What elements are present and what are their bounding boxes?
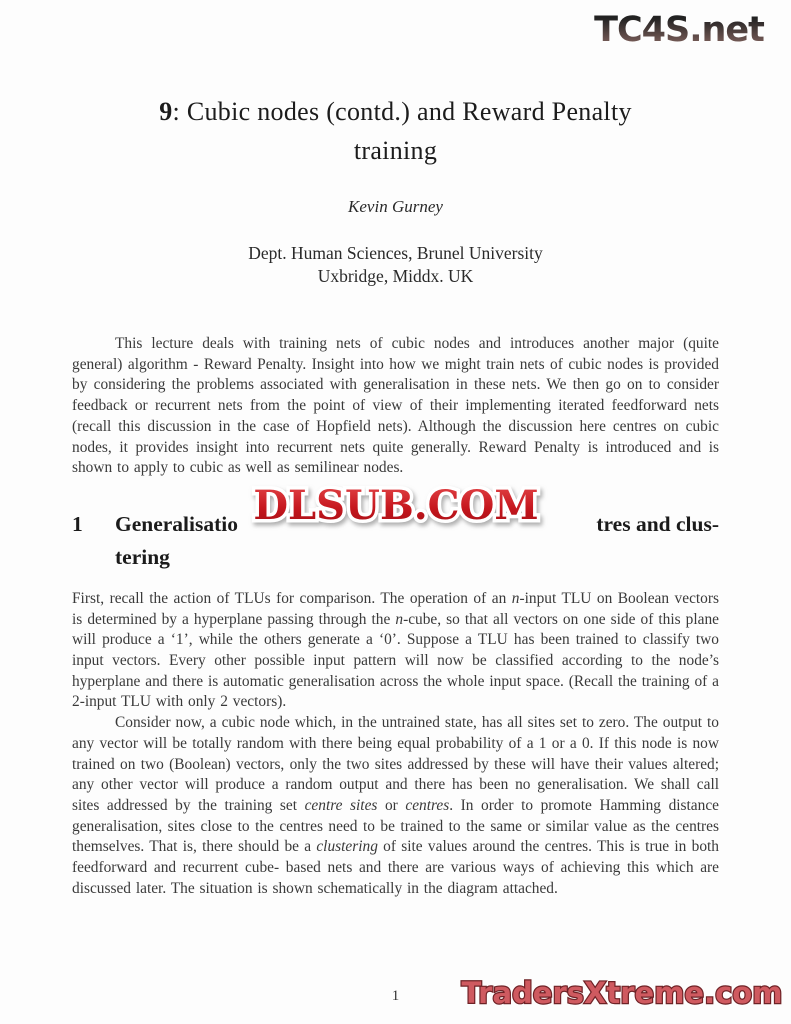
tradersxtreme-logo-text: TradersXtreme.com (461, 976, 783, 1010)
section-1-heading-line2: tering (115, 544, 170, 569)
title-block (72, 92, 719, 170)
tradersxtreme-logo-graphic (455, 972, 789, 1014)
text-column (72, 0, 719, 899)
body-paragraph-2: Consider now, a cubic node which, in the untrained state, has all sites set to zero. The output to any vector will be totally random with there being equal probability of a 1 or a 0. If this node is now trained on two (Boolean) vectors, only the two sites addressed by these will have their values altered; any other vector will produce a random output and there has been no generalisation. We shall call sites addressed by the training set centre sites or centres. In order to promote Hamming distance generalisation, sites close to the centres need to be trained to the same or similar value as the centres themselves. That is, there should be a clustering of site values around the centres. This is true in both feedforward and recurrent cube- based nets and there are various ways of achieving this which are discussed later. The situation is shown schematically in the diagram attached. (72, 714, 719, 897)
dlsub-logo-graphic (246, 474, 546, 536)
affiliation-line2: Uxbridge, Middx. UK (317, 266, 474, 286)
tradersxtreme-watermark-logo (455, 972, 789, 1019)
page-title (72, 92, 719, 170)
title-line2: training (353, 136, 438, 165)
body-paragraph-1: First, recall the action of TLUs for comparison. The operation of an n-input TLU on Boolean vectors is determined by a hyperplane passing through the n-cube, so that all vectors on one side of this plane will produce a ‘1’, while the others generate a ‘0’. Suppose a TLU has been trained to classify two input vectors. Every other possible input pattern will now be classified according to the node’s hyperplane and there is automatic generalisation across the whole input space. (Recall the training of a 2-input TLU with only 2 vectors). (72, 589, 719, 711)
page-number: 1 (391, 988, 400, 1004)
affiliation-line1: Dept. Human Sciences, Brunel University (248, 243, 543, 263)
dlsub-logo-text: DLSUB.COM (253, 482, 539, 529)
section-number: 1 (72, 511, 83, 536)
heading-fragment-right: tres and clus- (596, 511, 719, 536)
tc4s-logo-text: TC4S.net (594, 10, 764, 50)
title-number: 9 (159, 97, 173, 126)
affiliation (72, 242, 719, 288)
abstract-paragraph: This lecture deals with training nets of cubic nodes and introduces another major (quite general) algorithm - Reward Penalty. Insight into how we might train nets of cubic nodes is provided by considering the problems associated with generalisation in these nets. We then go on to consider feedback or recurrent nets from the point of view of their implementing iterated feedforward nets (recall this discussion in the case of Hopfield nets). Although the discussion here centres on cubic nodes, it provides insight into recurrent nets quite generally. Reward Penalty is introduced and is shown to apply to cubic as well as semilinear nodes. (72, 335, 719, 477)
title-rest: : Cubic nodes (contd.) and Reward Penalty (172, 97, 632, 126)
author-name: Kevin Gurney (348, 197, 443, 216)
heading-fragment-left: Generalisatio (115, 511, 239, 536)
dlsub-watermark-logo (246, 474, 546, 541)
